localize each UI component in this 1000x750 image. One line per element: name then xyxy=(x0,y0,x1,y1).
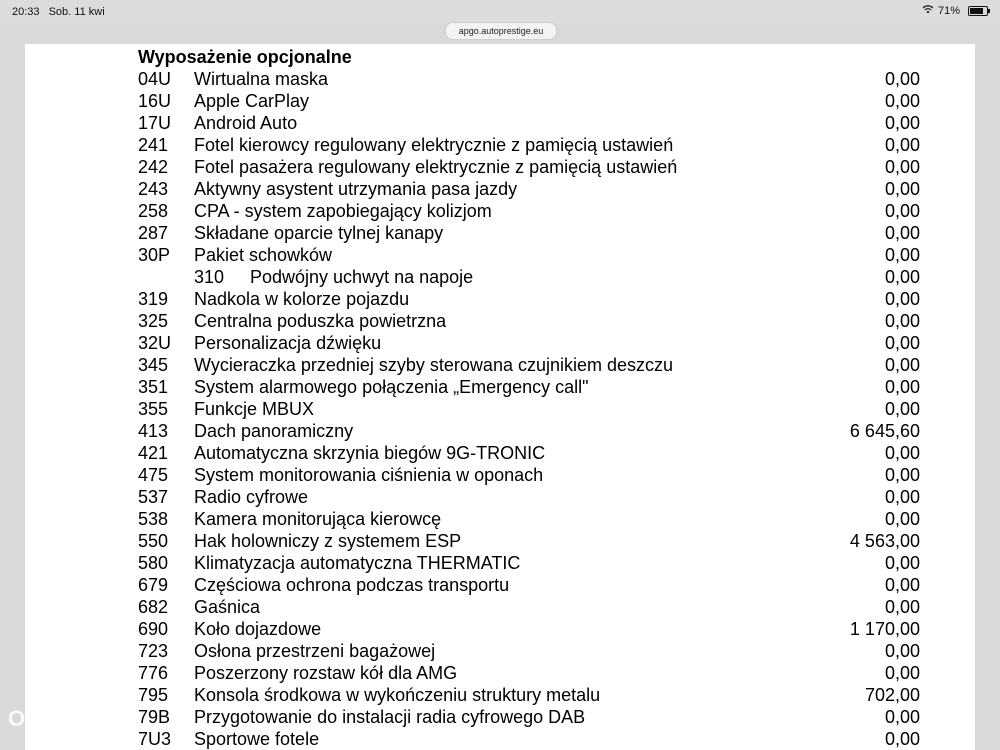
option-description: Podwójny uchwyt na napoje xyxy=(250,267,474,287)
option-code: 723 xyxy=(138,641,169,661)
option-price: 0,00 xyxy=(884,377,920,397)
option-description: Fotel pasażera regulowany elektrycznie z pamięcią ustawień xyxy=(194,157,678,177)
option-code: 30P xyxy=(138,245,171,265)
option-price: 0,00 xyxy=(884,465,920,485)
option-description: Częściowa ochrona podczas transportu xyxy=(194,575,510,595)
status-time: 20:33 xyxy=(12,6,40,18)
option-price: 0,00 xyxy=(884,575,920,595)
table-row xyxy=(138,640,920,662)
option-description: Aktywny asystent utrzymania pasa jazdy xyxy=(194,179,518,199)
option-price: 0,00 xyxy=(884,399,920,419)
option-price: 0,00 xyxy=(884,597,920,617)
option-price: 0,00 xyxy=(884,333,920,353)
table-row xyxy=(138,288,920,310)
wifi-icon xyxy=(922,5,934,17)
table-row xyxy=(138,178,920,200)
option-price: 1 170,00 xyxy=(849,619,920,639)
table-row xyxy=(138,310,920,332)
table-row xyxy=(138,398,920,420)
option-price: 0,00 xyxy=(884,113,920,133)
option-code: 243 xyxy=(138,179,169,199)
option-description: Konsola środkowa w wykończeniu struktury metalu xyxy=(194,685,601,705)
option-code: 04U xyxy=(138,69,172,89)
options-table xyxy=(138,68,920,750)
option-description: Przygotowanie do instalacji radia cyfrowego DAB xyxy=(194,707,586,727)
table-row xyxy=(138,574,920,596)
table-row xyxy=(138,134,920,156)
option-description: Funkcje MBUX xyxy=(194,399,315,419)
option-description: Gaśnica xyxy=(194,597,261,617)
table-row xyxy=(138,552,920,574)
option-price: 0,00 xyxy=(884,729,920,749)
option-price: 0,00 xyxy=(884,223,920,243)
option-price: 6 645,60 xyxy=(849,421,920,441)
option-code: 355 xyxy=(138,399,169,419)
option-code: 679 xyxy=(138,575,169,595)
option-price: 0,00 xyxy=(884,443,920,463)
option-code: 580 xyxy=(138,553,169,573)
table-row xyxy=(138,354,920,376)
option-code: 537 xyxy=(138,487,169,507)
table-row xyxy=(138,486,920,508)
options-list xyxy=(138,46,920,750)
table-row xyxy=(138,222,920,244)
option-price: 0,00 xyxy=(884,553,920,573)
option-code: 682 xyxy=(138,597,169,617)
table-row xyxy=(138,706,920,728)
option-code: 538 xyxy=(138,509,169,529)
battery-icon xyxy=(968,6,988,16)
option-description: Fotel kierowcy regulowany elektrycznie z pamięcią ustawień xyxy=(194,135,674,155)
option-description: Klimatyzacja automatyczna THERMATIC xyxy=(194,553,521,573)
table-row xyxy=(138,266,920,288)
option-price: 0,00 xyxy=(884,311,920,331)
option-price: 0,00 xyxy=(884,201,920,221)
option-description: Dach panoramiczny xyxy=(194,421,354,441)
option-description: Sportowe fotele xyxy=(194,729,320,749)
table-row xyxy=(138,376,920,398)
option-description: Kamera monitorująca kierowcę xyxy=(194,509,442,529)
table-row xyxy=(138,508,920,530)
option-description: Koło dojazdowe xyxy=(194,619,322,639)
option-code: 776 xyxy=(138,663,169,683)
option-price: 0,00 xyxy=(884,289,920,309)
table-row xyxy=(138,728,920,750)
option-price: 0,00 xyxy=(884,267,920,287)
option-code: 795 xyxy=(138,685,169,705)
option-code: 325 xyxy=(138,311,169,331)
table-row xyxy=(138,442,920,464)
option-description: CPA - system zapobiegający kolizjom xyxy=(194,201,492,221)
option-price: 0,00 xyxy=(884,91,920,111)
table-row xyxy=(138,684,920,706)
option-description: Automatyczna skrzynia biegów 9G-TRONIC xyxy=(194,443,546,463)
table-row xyxy=(138,112,920,134)
battery-percent: 71% xyxy=(937,5,960,17)
option-price: 0,00 xyxy=(884,69,920,89)
status-left xyxy=(12,6,111,18)
table-row xyxy=(138,530,920,552)
url-bar[interactable]: apgo.autoprestige.eu xyxy=(445,22,557,40)
option-description: Android Auto xyxy=(194,113,298,133)
page-title: Wyposażenie opcjonalne xyxy=(138,47,352,67)
table-row xyxy=(138,464,920,486)
table-row xyxy=(138,90,920,112)
table-row xyxy=(138,156,920,178)
option-code: 242 xyxy=(138,157,169,177)
option-price: 0,00 xyxy=(884,135,920,155)
document-page xyxy=(25,44,975,750)
option-description: Centralna poduszka powietrzna xyxy=(194,311,447,331)
option-description: Wycieraczka przedniej szyby sterowana czujnikiem deszczu xyxy=(194,355,674,375)
option-code: 287 xyxy=(138,223,169,243)
option-code: 16U xyxy=(138,91,172,111)
table-row xyxy=(138,596,920,618)
option-description: Radio cyfrowe xyxy=(194,487,309,507)
option-description: Pakiet schowków xyxy=(194,245,333,265)
option-code: 32U xyxy=(138,333,172,353)
option-price: 0,00 xyxy=(884,509,920,529)
option-code: 7U3 xyxy=(138,729,172,749)
table-row xyxy=(138,662,920,684)
table-row xyxy=(138,200,920,222)
status-date: Sob. 11 kwi xyxy=(48,6,105,18)
option-price: 4 563,00 xyxy=(849,531,920,551)
option-price: 0,00 xyxy=(884,179,920,199)
option-code: 345 xyxy=(138,355,169,375)
table-row xyxy=(138,420,920,442)
option-description: System monitorowania ciśnienia w oponach xyxy=(194,465,544,485)
option-description: Osłona przestrzeni bagażowej xyxy=(194,641,436,661)
option-code: 690 xyxy=(138,619,169,639)
option-description: Personalizacja dźwięku xyxy=(194,333,382,353)
option-code: 550 xyxy=(138,531,169,551)
option-description: Hak holowniczy z systemem ESP xyxy=(194,531,462,551)
option-code: 319 xyxy=(138,289,169,309)
option-price: 0,00 xyxy=(884,641,920,661)
watermark-logo: OTOMOTO xyxy=(8,706,135,731)
option-price: 702,00 xyxy=(864,685,920,705)
option-description: Składane oparcie tylnej kanapy xyxy=(194,223,444,243)
option-price: 0,00 xyxy=(884,157,920,177)
option-code: 310 xyxy=(194,267,225,287)
table-row xyxy=(138,618,920,640)
option-price: 0,00 xyxy=(884,707,920,727)
option-code: 241 xyxy=(138,135,169,155)
option-code: 475 xyxy=(138,465,169,485)
option-code: 413 xyxy=(138,421,169,441)
option-price: 0,00 xyxy=(884,663,920,683)
option-price: 0,00 xyxy=(884,487,920,507)
option-code: 17U xyxy=(138,113,172,133)
option-code: 421 xyxy=(138,443,169,463)
option-description: Poszerzony rozstaw kół dla AMG xyxy=(194,663,458,683)
option-code: 351 xyxy=(138,377,169,397)
option-description: System alarmowego połączenia „Emergency call" xyxy=(194,377,589,397)
option-code: 258 xyxy=(138,201,169,221)
option-description: Wirtualna maska xyxy=(194,69,329,89)
option-price: 0,00 xyxy=(884,355,920,375)
table-row xyxy=(138,68,920,90)
status-right xyxy=(922,5,988,17)
table-row xyxy=(138,332,920,354)
option-code: 79B xyxy=(138,707,171,727)
table-row xyxy=(138,244,920,266)
option-description: Apple CarPlay xyxy=(194,91,310,111)
option-description: Nadkola w kolorze pojazdu xyxy=(194,289,410,309)
option-price: 0,00 xyxy=(884,245,920,265)
status-bar xyxy=(0,0,1000,24)
